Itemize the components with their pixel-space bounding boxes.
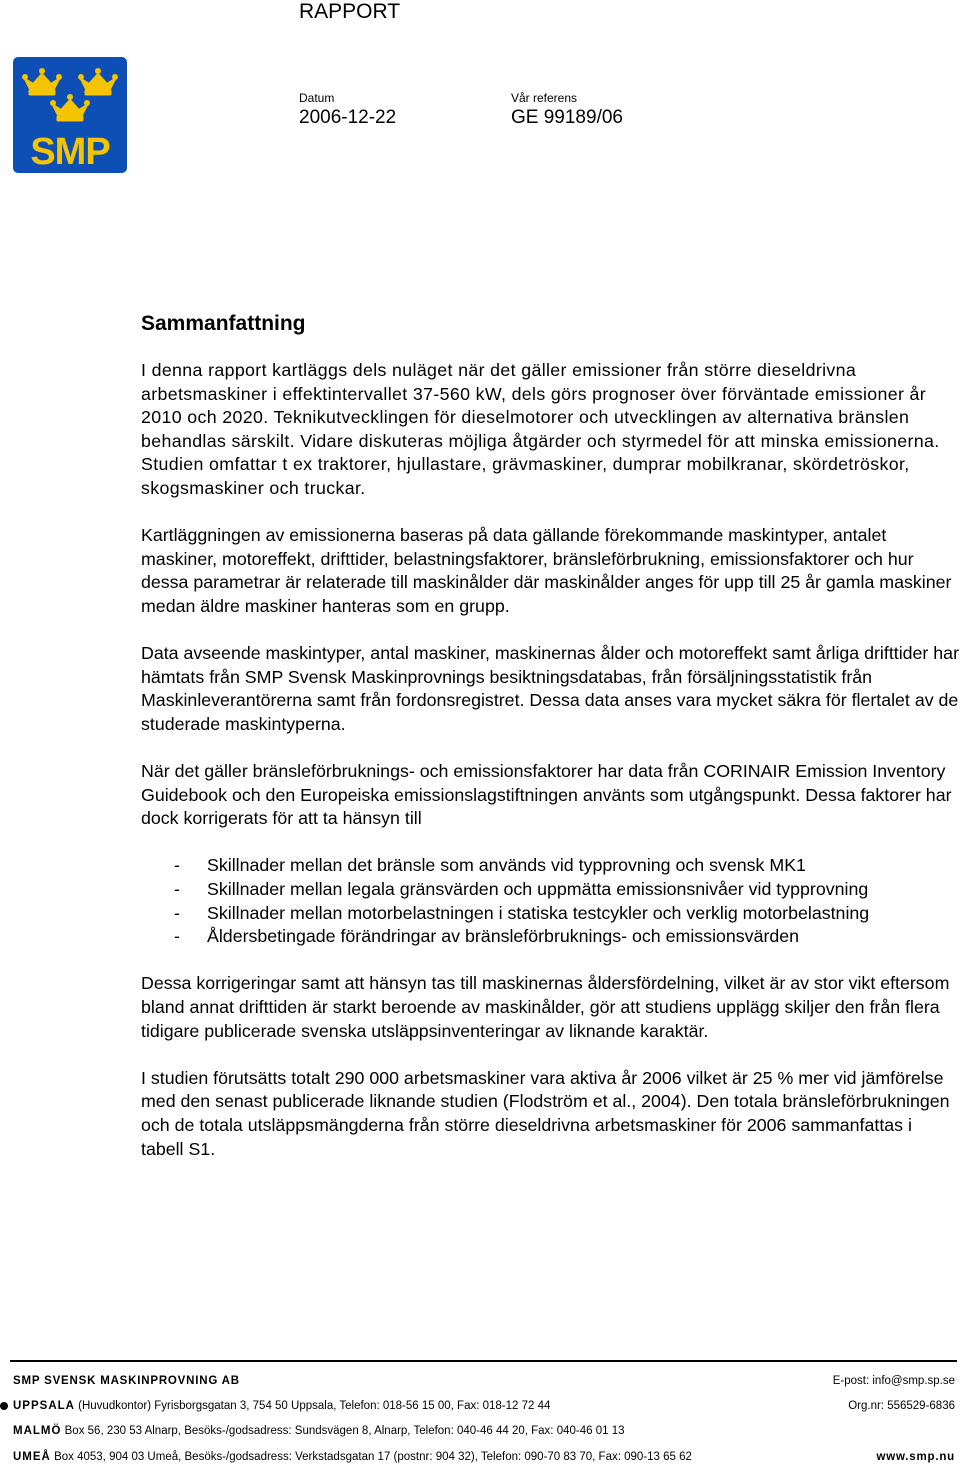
reference-block [511, 91, 623, 129]
report-label: RAPPORT [299, 0, 401, 23]
logo-text: SMP [30, 131, 110, 173]
footer-company-row [13, 1374, 955, 1388]
office-details: (Huvudkontor) Fyrisborgsgatan 3, 754 50 Uppsala, Telefon: 018-56 15 00, Fax: 018-12 72 44 [78, 1400, 551, 1412]
office-details: Box 4053, 904 03 Umeå, Besöks-/godsadress: Verkstadsgatan 17 (postnr: 904 32), Telefon: 090-70 83 70, Fax: 090-13 65 62 [54, 1451, 692, 1463]
reference-value: GE 99189/06 [511, 107, 623, 128]
footer-divider [10, 1360, 957, 1362]
summary-body [141, 359, 959, 1161]
office-city: MALMÖ [13, 1425, 62, 1437]
paragraph-intro: I denna rapport kartläggs dels nuläget när det gäller emissioner från större dieseldrivna arbetsmaskiner i effektintervallet 37-560 kW, dels görs prognoser över förväntade emissioner år 2010 och 2020. Teknikutvecklingen för dieselmotorer och utvecklingen av alternativa bränslen behandlas särskilt. Vidare diskuteras möjliga åtgärder och styrmedel för att minska emissionerna. Studien omfattar t ex traktorer, hjullastare, grävmaskiner, dumprar mobilkranar, skördetröskor, skogsmaskiner och truckar. [141, 360, 940, 498]
footer-office-uppsala [13, 1399, 955, 1413]
footer [0, 1360, 960, 1465]
org-number: Org.nr: 556529-6836 [848, 1400, 955, 1412]
footer-office-malmo [13, 1424, 955, 1438]
list-dash: - [174, 879, 180, 900]
date-block [299, 91, 396, 129]
date-label: Datum [299, 91, 335, 105]
list-item: - Skillnader mellan legala gränsvärden och uppmätta emissionsnivåer vid typprovning [141, 878, 959, 902]
paragraph-study-scope: I studien förutsätts totalt 290 000 arbetsmaskiner vara aktiva år 2006 vilket är 25 % mer vid jämförelse med den senast publicerade liknande studien (Flodström et al., 2004). Den totala bränsleförbrukningen och de totala utsläppsmängderna från större dieseldrivna arbetsmaskiner för 2006 sammanfattas i tabell S1. [141, 1067, 950, 1159]
footer-office-umea [13, 1450, 955, 1464]
paragraph-mapping: Kartläggningen av emissionerna baseras på data gällande förekommande maskintyper, antalet maskiner, motoreffekt, drifttider, belastningsfaktorer, bränsleförbrukning, emissionsfaktorer och hur dessa parametrar är relaterade till maskinålder där maskinålder anges för upp till 25 år gamla maskiner medan äldre maskiner hanteras som en grupp. [141, 525, 952, 616]
office-city: UPPSALA [13, 1400, 75, 1412]
company-name: SMP SVENSK MASKINPROVNING AB [13, 1375, 240, 1387]
list-item: - Skillnader mellan det bränsle som används vid typprovning och svensk MK1 [141, 854, 959, 878]
office-details: Box 56, 230 53 Alnarp, Besöks-/godsadress: Sundsvägen 8, Alnarp, Telefon: 040-46 44 20, Fax: 040-46 01 13 [64, 1425, 625, 1437]
differences-list [141, 854, 959, 948]
list-item: - Skillnader mellan motorbelastningen i statiska testcykler och verklig motorbelastning [141, 902, 959, 926]
three-crowns-icon [13, 57, 127, 173]
website-link[interactable]: www.smp.nu [876, 1451, 955, 1463]
summary-heading: Sammanfattning [141, 312, 306, 335]
list-dash: - [174, 926, 180, 947]
paragraph-corrections: Dessa korrigeringar samt att hänsyn tas till maskinernas åldersfördelning, vilket är av stor vikt eftersom bland annat drifttiden är starkt beroende av maskinålder, gör att studiens upplägg skiljer den från flera tidigare publicerade svenska utsläppsinventeringar av liknande karaktär. [141, 973, 950, 1041]
bullet-icon [0, 1402, 8, 1410]
list-dash: - [174, 855, 180, 876]
smp-logo [13, 57, 127, 173]
email-address[interactable]: E-post: info@smp.sp.se [832, 1375, 955, 1387]
date-value: 2006-12-22 [299, 107, 397, 128]
paragraph-factors: När det gäller bränsleförbruknings- och emissionsfaktorer har data från CORINAIR Emission Inventory Guidebook och den Europeiska emissionslagstiftningen använts som utgångspunkt. Dessa faktorer har dock korrigerats för att ta hänsyn till [141, 761, 952, 829]
list-item: - Åldersbetingade förändringar av bränsleförbruknings- och emissionsvärden [141, 925, 959, 949]
paragraph-data-sources: Data avseende maskintyper, antal maskiner, maskinernas ålder och motoreffekt samt årliga drifttider har hämtats från SMP Svensk Maskinprovnings besiktningsdatabas, från försäljningsstatistik från Maskinleverantörerna samt från fordonsregistret. Dessa data anses vara mycket säkra för flertalet av de studerade maskintyperna. [141, 643, 959, 734]
office-city: UMEÅ [13, 1451, 51, 1463]
list-dash: - [174, 902, 180, 923]
reference-label: Vår referens [511, 91, 578, 105]
